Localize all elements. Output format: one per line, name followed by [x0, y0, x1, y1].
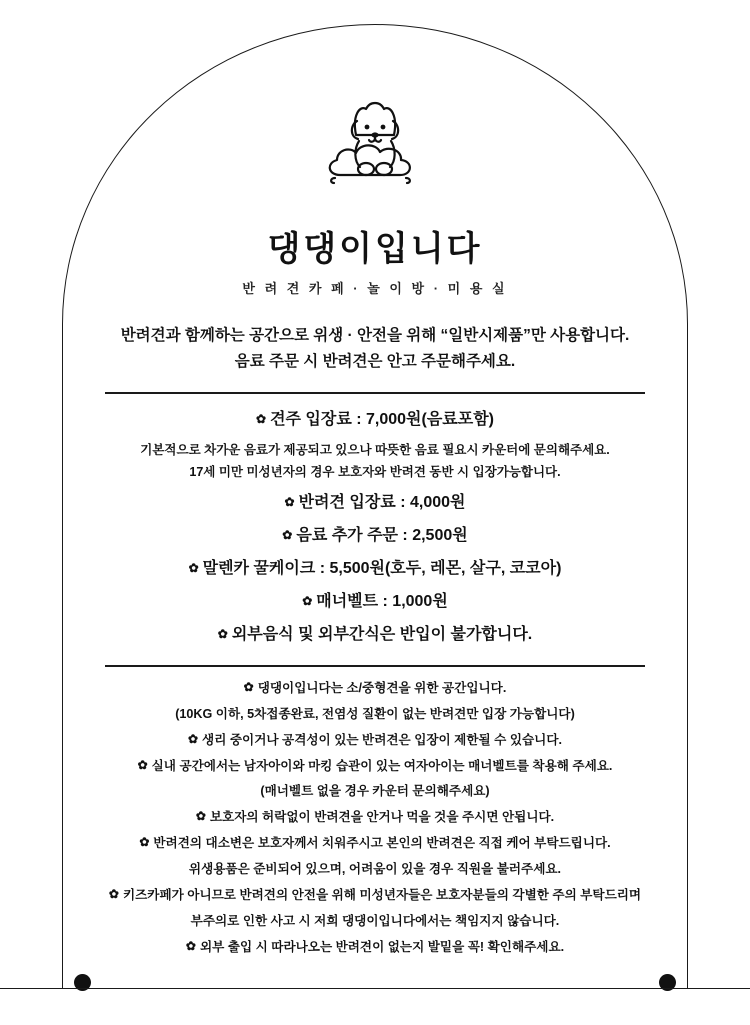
rule-item [91, 938, 659, 957]
divider-top [105, 392, 645, 394]
price-item-text: 매너벨트 : 1,000원 [316, 593, 448, 611]
rule-item [91, 886, 659, 905]
paw-icon: ✿ [195, 809, 206, 824]
paw-icon: ✿ [185, 938, 196, 953]
rule-item-text: 반려견의 대소변은 보호자께서 치워주시고 본인의 반려견은 직접 케어 부탁드립니다. [153, 836, 611, 851]
rule-subtext: (매너벨트 없을 경우 카운터 문의해주세요) [260, 784, 490, 799]
rules-list [91, 679, 659, 957]
paw-icon: ✿ [284, 495, 295, 510]
brand-title: 댕댕이입니다 [267, 230, 483, 268]
intro-line-1: 반려견과 함께하는 공간으로 위생 · 안전을 위해 “일반시제품”만 사용합니다. [120, 327, 630, 344]
paw-icon: ✿ [243, 679, 254, 694]
rule-subtext: (10KG 이하, 5차접종완료, 전염성 질환이 없는 반려견만 입장 가능합니다) [175, 706, 575, 721]
price-note: 17세 미만 미성년자의 경우 보호자와 반려견 동반 시 입장가능합니다. [189, 465, 561, 479]
paw-icon: ✿ [108, 887, 119, 901]
rule-subtext: 위생용품은 준비되어 있으며, 어려움이 있을 경우 직원을 불러주세요. [188, 862, 562, 877]
paw-icon: ✿ [188, 561, 199, 576]
paw-icon: ✿ [187, 731, 199, 746]
rule-item-text: 외부 출입 시 따라나오는 반려견이 없는지 발밑을 꼭! 확인해주세요. [199, 939, 565, 954]
paw-icon: ✿ [256, 411, 267, 426]
price-item [91, 623, 659, 647]
paw-icon: ✿ [302, 594, 313, 609]
price-item [91, 557, 659, 581]
rule-item [91, 757, 659, 776]
brand-tagline: 반 려 견 카 페 · 놀 이 방 · 미 용 실 [242, 281, 508, 296]
price-note: 기본적으로 차가운 음료가 제공되고 있으나 따뜻한 음료 필요시 카운터에 문의해주세요. [140, 442, 610, 457]
rule-item [91, 808, 659, 827]
price-item [91, 590, 659, 614]
intro-text [91, 323, 659, 374]
price-item-text: 말렌카 꿀케이크 : 5,500원(호두, 레몬, 살구, 코코아) [202, 560, 562, 578]
price-item-text: 견주 입장료 : 7,000원(음료포함) [270, 410, 494, 428]
price-list [91, 408, 659, 648]
price-item [91, 408, 659, 432]
rule-item-text: 댕댕이입니다는 소/중형견을 위한 공간입니다. [257, 680, 507, 695]
price-item [91, 491, 659, 515]
rule-item-text: 키즈카페가 아니므로 반려견의 안전을 위해 미성년자들은 보호자분들의 각별한 주의 부탁드리며 [122, 888, 642, 902]
paw-icon: ✿ [217, 627, 228, 642]
bottom-rule [0, 988, 750, 990]
divider-bottom [105, 665, 645, 667]
price-item-text: 외부음식 및 외부간식은 반입이 불가합니다. [231, 626, 533, 644]
dog-on-cloud-icon [91, 91, 659, 211]
rule-subtext: 부주의로 인한 사고 시 저희 댕댕이입니다에서는 책임지지 않습니다. [190, 913, 560, 928]
paw-icon: ✿ [139, 835, 150, 850]
rule-item-text: 실내 공간에서는 남자아이와 마킹 습관이 있는 여자아이는 매너벨트를 착용해 주세요. [151, 758, 613, 773]
arch-signboard [62, 24, 688, 989]
price-item [91, 524, 659, 548]
price-item-text: 음료 추가 주문 : 2,500원 [296, 527, 468, 545]
paw-icon: ✿ [137, 757, 148, 772]
rule-item [91, 834, 659, 853]
rule-item [91, 731, 659, 750]
price-item-text: 반려견 입장료 : 4,000원 [298, 494, 466, 512]
signboard-content [63, 25, 687, 988]
rule-item [91, 679, 659, 698]
rule-item-text: 생리 중이거나 공격성이 있는 반려견은 입장이 제한될 수 있습니다. [202, 732, 563, 747]
paw-icon: ✿ [282, 528, 293, 543]
rule-item-text: 보호자의 허락없이 반려견을 안거나 먹을 것을 주시면 안됩니다. [209, 810, 555, 825]
intro-line-2: 음료 주문 시 반려견은 안고 주문해주세요. [234, 352, 516, 370]
